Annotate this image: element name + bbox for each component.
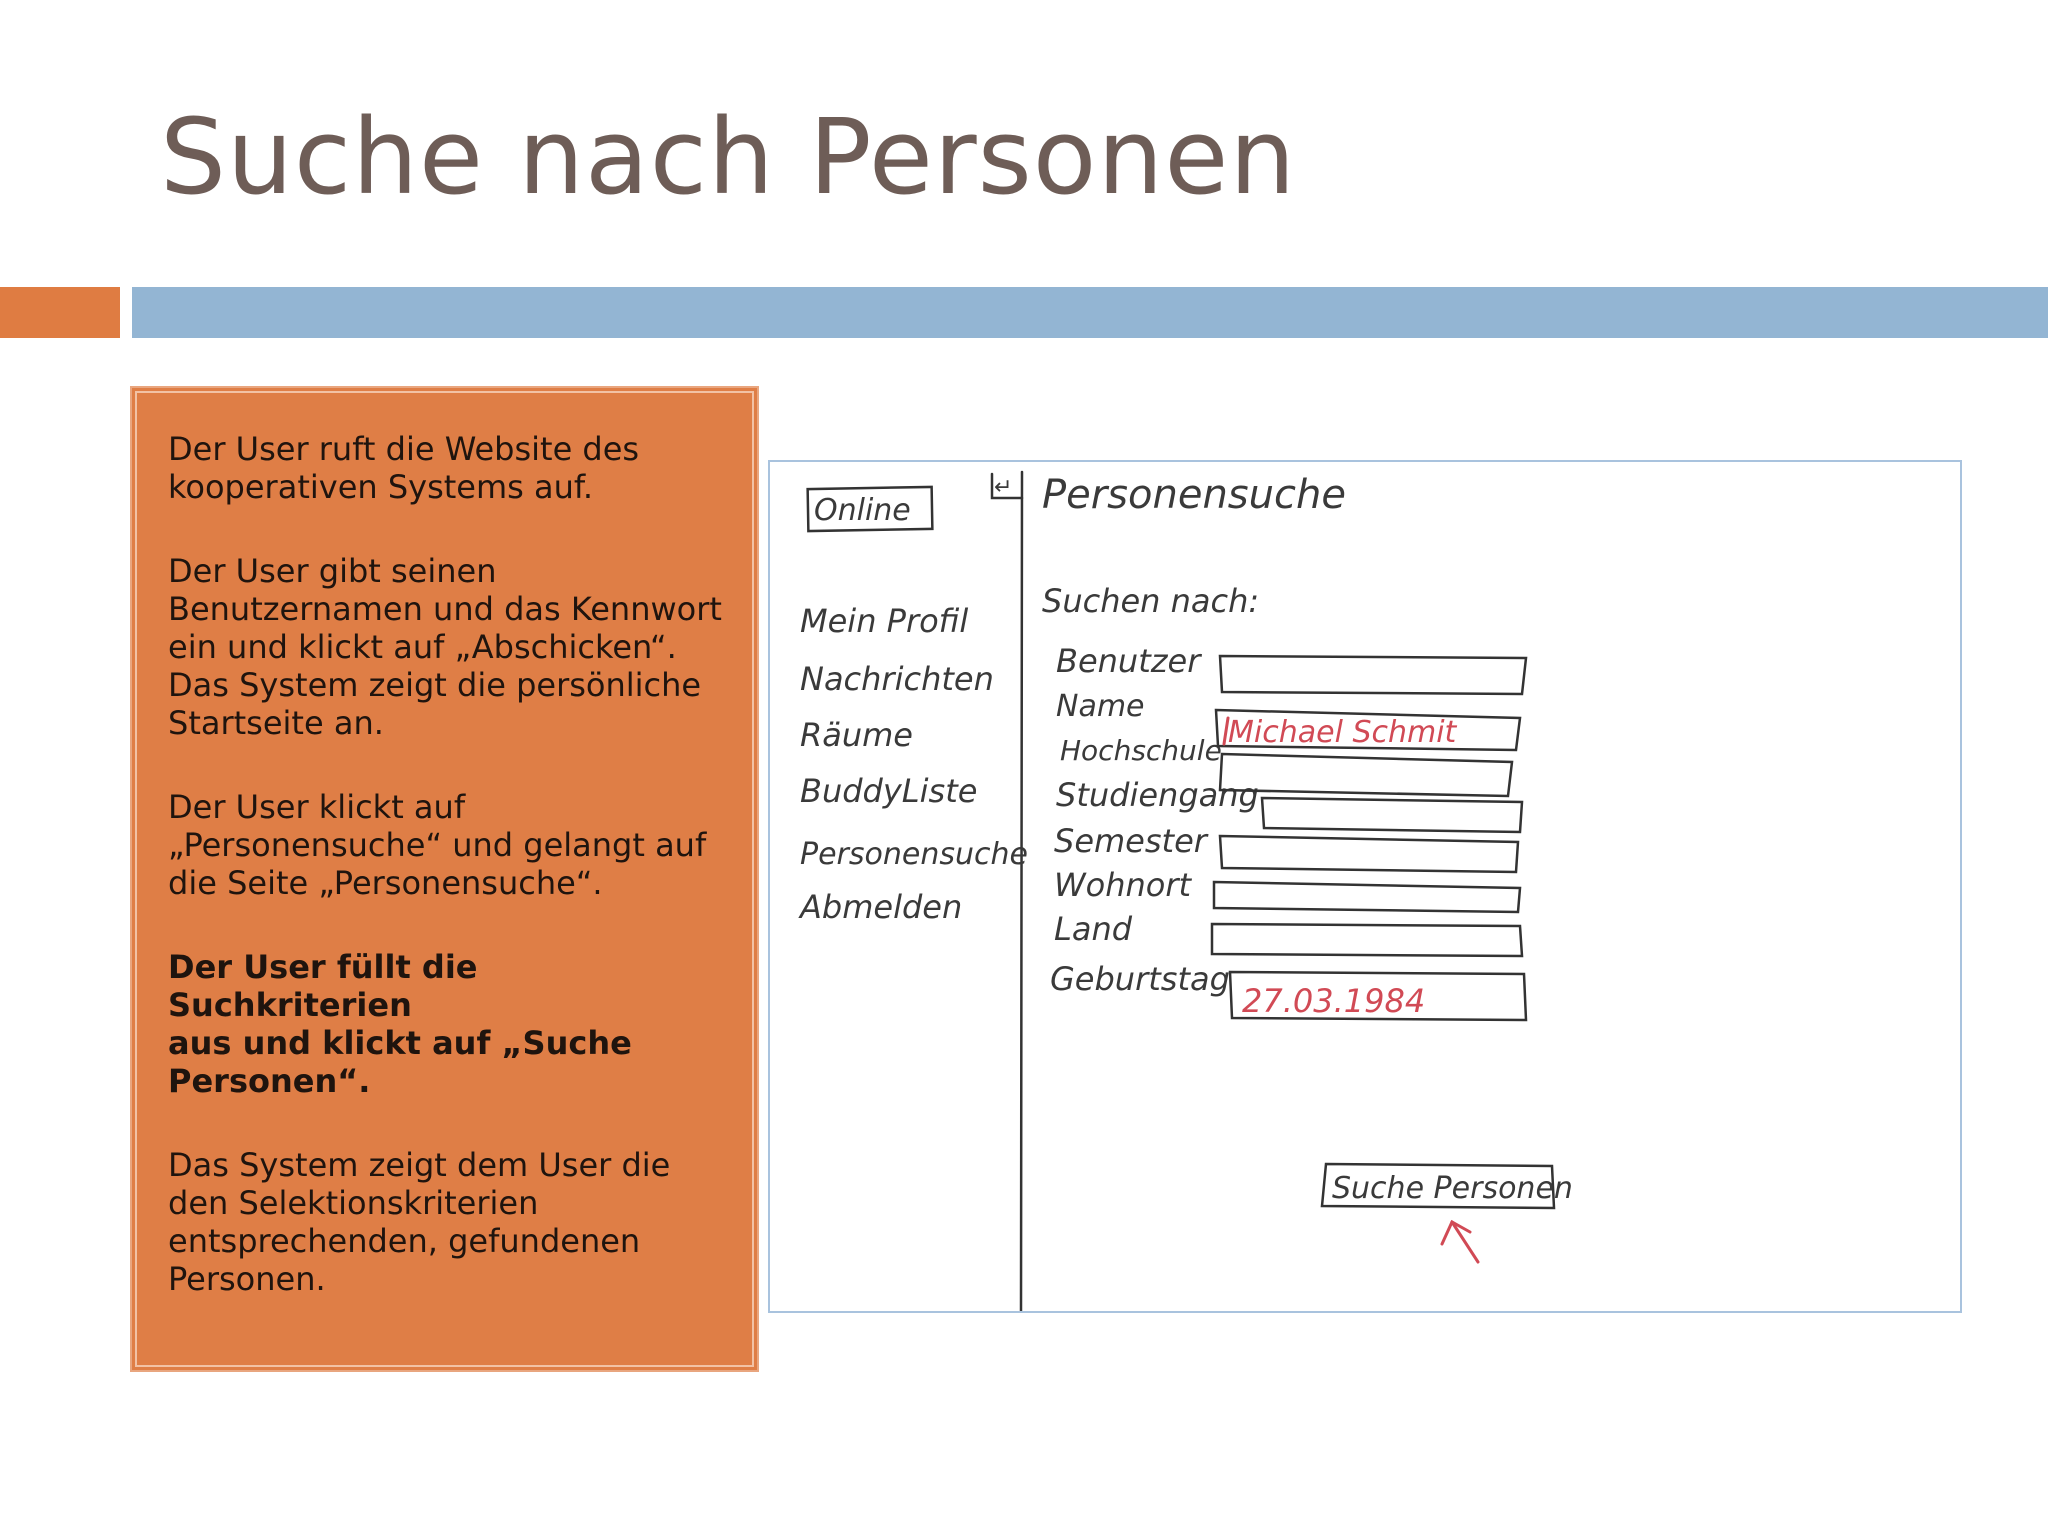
sketch-nav-item-personsearch[interactable]: Personensuche	[800, 837, 1028, 872]
sketch-nav-item-messages[interactable]: Nachrichten	[800, 660, 994, 698]
sketch-field-label-semester: Semester	[1054, 822, 1207, 860]
sketch-field-label-name: Name	[1056, 689, 1145, 724]
sketch-field-label-university: Hochschule	[1060, 734, 1222, 767]
step-text: Der User klickt auf „Personensuche“ und gelangt auf die Seite „Personensuche“.	[168, 788, 707, 902]
back-arrow-icon[interactable]: ↵	[994, 475, 1013, 500]
sketch-input-university[interactable]	[1220, 754, 1512, 796]
sketch-input-birthday-value: 27.03.1984	[1242, 982, 1426, 1020]
sketch-nav-item-rooms[interactable]: Räume	[800, 716, 913, 754]
sketch-search-button-label[interactable]: Suche Personen	[1332, 1171, 1573, 1206]
sketch-input-country[interactable]	[1212, 924, 1522, 956]
sketch-online-label: Online	[814, 493, 911, 528]
sketch-field-label-residence: Wohnort	[1054, 866, 1192, 904]
sketch-field-label-birthday: Geburtstag	[1050, 960, 1230, 998]
sketch-input-semester[interactable]	[1220, 836, 1518, 872]
sketch-field-label-course: Studiengang	[1056, 776, 1259, 814]
sketch-input-course[interactable]	[1262, 798, 1522, 832]
step-text-current: Der User füllt die Suchkriterien aus und klickt auf „Suche Personen“.	[168, 948, 632, 1100]
sketch-field-label-country: Land	[1054, 910, 1133, 948]
step-text: Das System zeigt dem User die den Selektionskriterien entsprechenden, gefundenen Personen.	[168, 1146, 671, 1298]
sketch-nav-item-logout[interactable]: Abmelden	[800, 888, 963, 926]
sketch-divider	[1021, 472, 1022, 1312]
sketch-input-user[interactable]	[1220, 656, 1526, 694]
sketch-field-label-user: Benutzer	[1056, 642, 1201, 680]
step-text: Der User gibt seinen Benutzernamen und das Kennwort ein und klickt auf „Abschicken“. Das System zeigt die persönliche Startseite an.	[168, 552, 722, 742]
steps-box	[130, 386, 759, 1372]
sketch-input-residence[interactable]	[1214, 882, 1520, 912]
wireframe-sketch	[768, 460, 1962, 1313]
wireframe-drawing	[770, 462, 1962, 1313]
slide-title: Suche nach Personen	[160, 96, 1297, 218]
sketch-nav-item-buddylist[interactable]: BuddyListe	[800, 772, 978, 810]
sketch-page-title: Personensuche	[1042, 472, 1346, 518]
accent-bar-orange	[0, 287, 120, 338]
step-text: Der User ruft die Website des kooperativen Systems auf.	[168, 430, 640, 506]
sketch-search-heading: Suchen nach:	[1042, 582, 1260, 620]
sketch-nav-item-profile[interactable]: Mein Profil	[800, 602, 969, 640]
sketch-input-name-value: Michael Schmit	[1228, 715, 1457, 750]
accent-bar-blue	[132, 287, 2048, 338]
